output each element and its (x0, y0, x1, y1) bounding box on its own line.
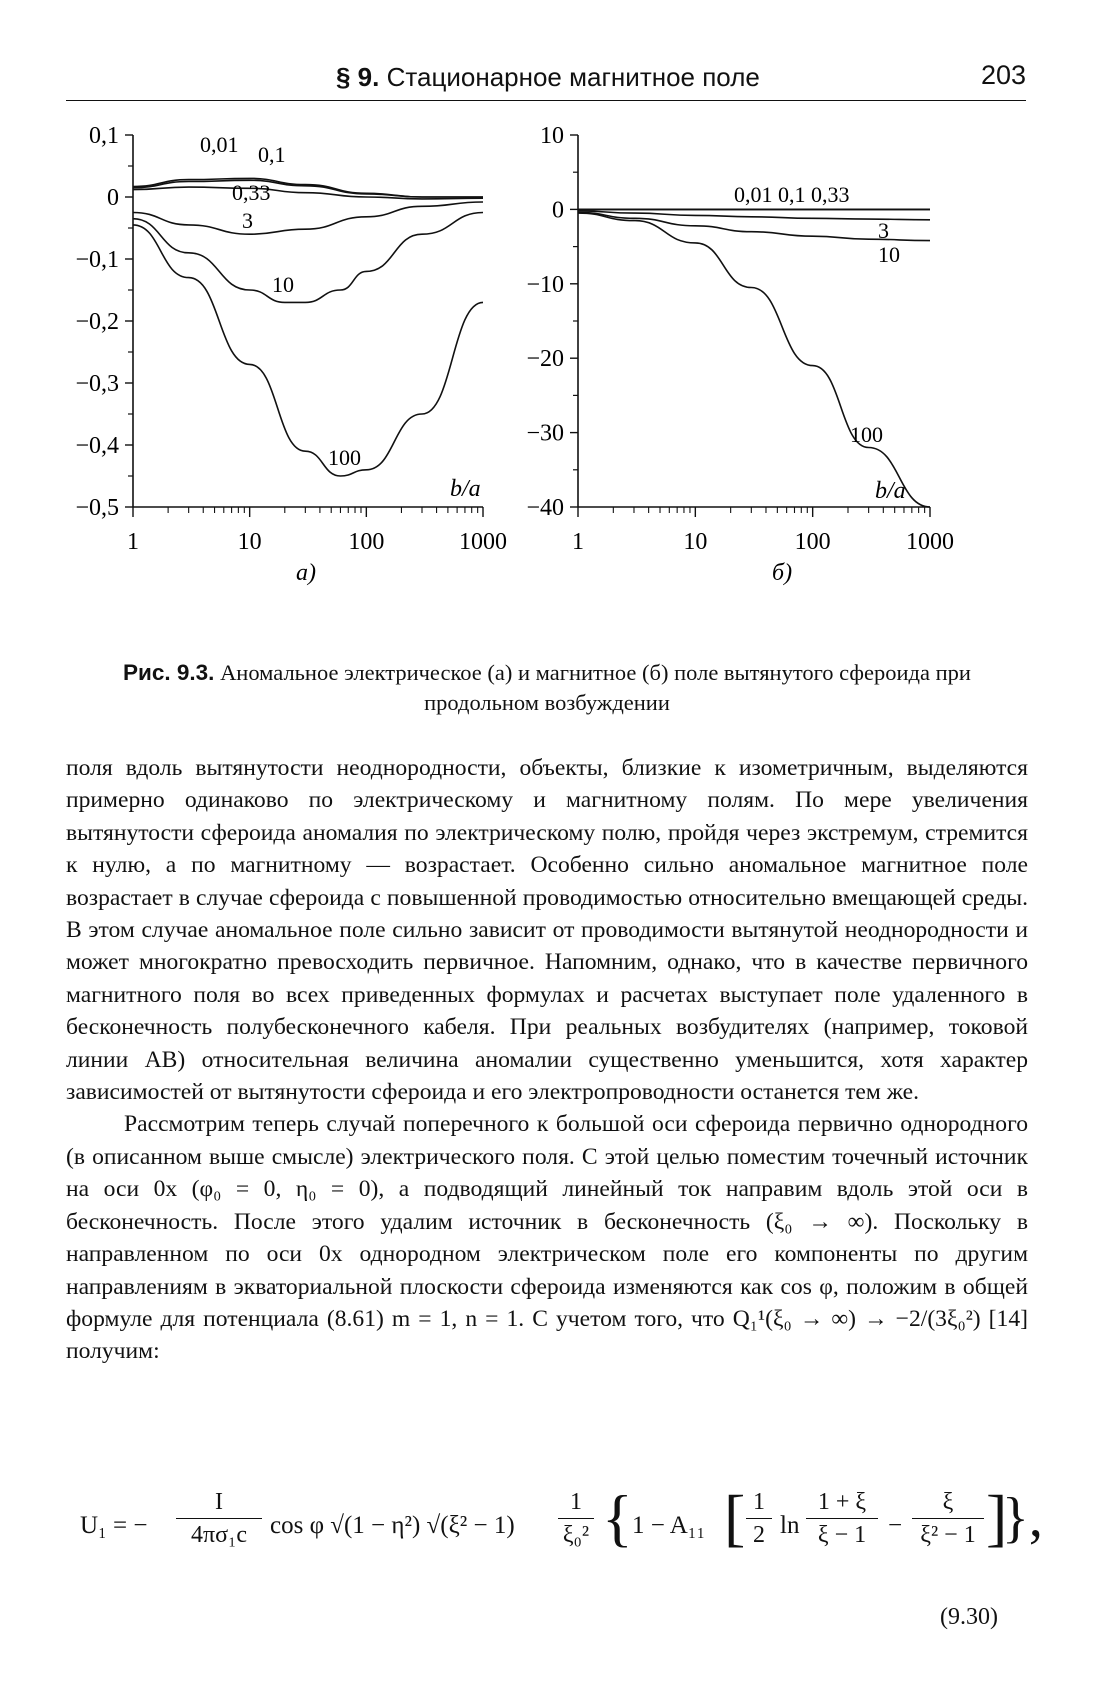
y-tick-label: 10 (540, 123, 564, 149)
x-tick-label: 1000 (906, 529, 954, 555)
eq-numerator: I (176, 1486, 262, 1519)
x-tick-label: 100 (348, 529, 385, 555)
page-number: 203 (980, 60, 1026, 90)
y-tick-label: −10 (526, 271, 564, 298)
curve-label: 0,01 (200, 132, 239, 157)
eq-fraction (176, 1486, 262, 1551)
y-tick-label: −0,3 (75, 371, 119, 397)
curve-label: 0,33 (232, 180, 271, 205)
panel-label: б) (772, 560, 793, 586)
eq-denominator: 4πσ₁c (190, 1522, 248, 1548)
series-line (133, 225, 483, 476)
x-tick-label: 1000 (459, 529, 507, 555)
curve-label: 100 (850, 422, 883, 447)
running-header (66, 54, 1026, 101)
curve-label: 3 (242, 208, 253, 233)
section-mark: § 9. (336, 62, 380, 92)
paragraph: поля вдоль вытянутости неоднородности, объекты, близкие к изометричным, выделяются примерно одинаково по электрическому и магнитному полям. По мере увеличения вытянутости сфероида аномалия по электрическому полю, пройдя через экстремум, стремится к нулю, а по магнитному — возрастает. Особенно сильно аномальное магнитное поле возрастает в случае сфероида с повышенной проводимостью относительно вмещающей среды. В этом случае аномальное поле сильно зависит от проводимости вытянутой неоднородности и может многократно превосходить первичное. Напомним, однако, что в качестве первичного магнитного поля во всех приведенных формулах и расчетах выступает поле удаленного в бесконечность полубесконечного кабеля. При реальных возбудителях (например, токовой линии AB) относительная величина аномалии существенно уменьшится, хотя характер зависимостей от вытянутости сфероида и его электропроводности останется тем же. (66, 755, 1028, 1106)
eq-denominator: ξ² − 1 (920, 1522, 976, 1548)
series-line (133, 180, 483, 197)
eq-one-minus: 1 − A₁₁ (632, 1512, 706, 1539)
figure-9-3 (0, 110, 1097, 650)
y-tick-label: 0 (107, 185, 119, 211)
x-tick-label: 100 (794, 529, 831, 555)
series-line (133, 202, 483, 234)
curve-label: 10 (878, 242, 900, 267)
curve-label: 10 (272, 272, 294, 297)
body-text (66, 752, 1028, 1368)
section-title (336, 62, 760, 93)
y-tick-label: −20 (526, 346, 564, 373)
y-tick-label: 0 (552, 197, 564, 224)
eq-fraction (746, 1486, 772, 1551)
eq-lhs: U₁ = − (80, 1512, 148, 1539)
curve-label: 3 (878, 218, 889, 243)
eq-ln: ln (780, 1512, 800, 1539)
y-tick-label: −0,4 (75, 433, 119, 459)
caption-label: Рис. 9.3. (123, 660, 215, 685)
curve-label: 0,1 (258, 142, 286, 167)
eq-numerator: 1 (558, 1486, 594, 1519)
eq-denominator: 2 (753, 1522, 765, 1548)
x-tick-label: 1 (572, 529, 584, 555)
paragraph: Рассмотрим теперь случай поперечного к большой оси сфероида первично однородного (в описанном выше смысле) электрического поля. С этой целью поместим точечный источник на оси 0x (φ₀ = 0, η₀ = 0), а подводящий линейный ток направим вдоль этой оси в бесконечность. После этого удалим источник в бесконечность (ξ₀ → ∞). Поскольку в направленном по оси 0x однородном электрическом поле его компоненты по другим направлениям в экваториальной плоскости сфероида изменяются как cos φ, положим в общей формуле для потенциала (8.61) m = 1, n = 1. С учетом того, что Q₁¹(ξ₀ → ∞) → −2/(3ξ₀²) [14] получим: (66, 1111, 1028, 1365)
y-tick-label: −30 (526, 420, 564, 447)
curve-label: 0,01 0,1 0,33 (734, 182, 850, 207)
eq-numerator: ξ (912, 1486, 984, 1519)
y-tick-label: −0,1 (75, 247, 119, 273)
eq-denominator: ξ − 1 (817, 1522, 867, 1548)
eq-numerator: 1 + ξ (806, 1486, 878, 1519)
eq-fraction (912, 1486, 984, 1551)
y-tick-label: −40 (526, 495, 564, 521)
y-tick-label: −0,2 (75, 309, 119, 335)
x-axis-label: b/a (875, 478, 906, 504)
eq-brace-open: { (602, 1482, 633, 1553)
caption-text: Аномальное электрическое (а) и магнитное (б) поле вытянутого сфероида при продольном возбуждении (220, 660, 971, 715)
y-tick-label: 0,1 (89, 123, 119, 149)
curve-label: 100 (328, 445, 361, 470)
equation-number: (9.30) (940, 1604, 998, 1630)
figure-caption (66, 658, 1028, 718)
eq-numerator: 1 (746, 1486, 772, 1519)
x-axis-label: b/a (450, 476, 481, 502)
eq-denominator: ξ₀² (562, 1522, 590, 1548)
eq-fraction (806, 1486, 878, 1551)
eq-middle: cos φ √(1 − η²) √(ξ² − 1) (270, 1512, 515, 1539)
section-title-text: Стационарное магнитное поле (386, 62, 760, 92)
x-tick-label: 10 (237, 529, 262, 555)
y-tick-label: −0,5 (75, 495, 119, 521)
equation-9-30 (80, 1482, 1043, 1576)
panel-label: а) (296, 560, 316, 586)
eq-minus: − (888, 1512, 903, 1539)
x-tick-label: 1 (127, 529, 139, 555)
eq-brace-close: }, (1002, 1487, 1043, 1549)
eq-fraction (558, 1486, 594, 1551)
series-line (133, 213, 483, 303)
x-tick-label: 10 (683, 529, 708, 555)
eq-bracket-close: ] (986, 1482, 1008, 1553)
eq-bracket-open: [ (724, 1482, 746, 1553)
